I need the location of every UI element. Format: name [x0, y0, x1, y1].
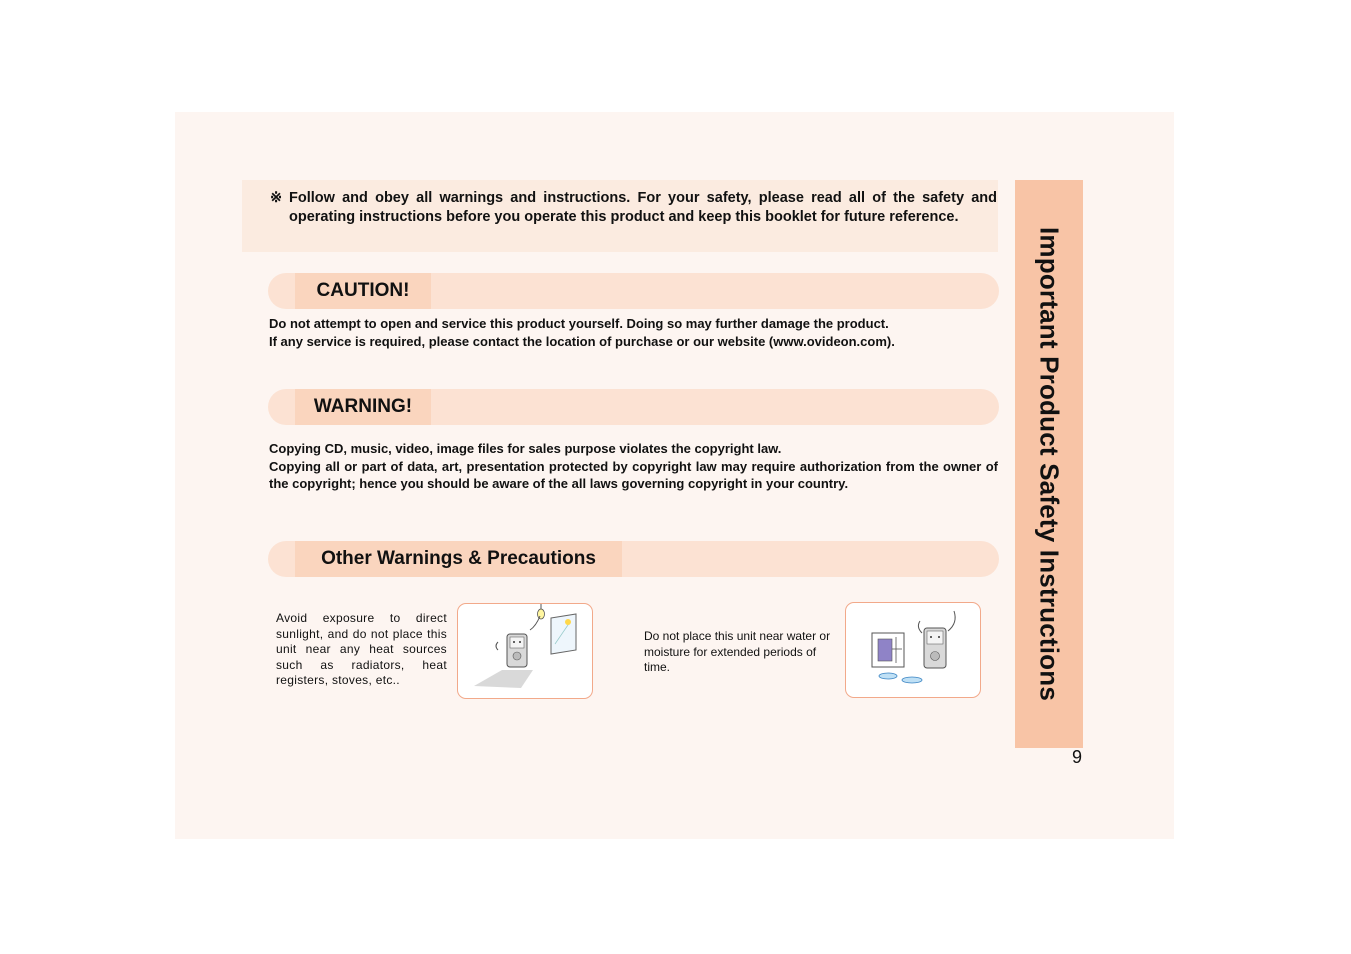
page-number: 9	[1071, 747, 1082, 767]
water-moisture-illustration-icon	[846, 603, 980, 697]
caution-text	[269, 315, 998, 350]
water-precaution-text: Do not place this unit near water or moisture for extended periods of time.	[644, 629, 831, 674]
caution-heading: CAUTION!	[295, 273, 431, 309]
warning-line: Copying all or part of data, art, presentation protected by copyright law may require authorization from the owner of the copyright; hence you should be aware of the all laws governing copyright in your country.	[269, 458, 998, 491]
warning-line: Copying CD, music, video, image files for sales purpose violates the copyright law.	[269, 441, 782, 456]
sunlight-heat-illustration-icon	[458, 604, 592, 698]
warning-heading: WARNING!	[295, 389, 431, 425]
warning-text	[269, 440, 998, 493]
heat-illustration-frame	[457, 603, 593, 699]
caution-line: If any service is required, please contact the location of purchase or our website (www.ovideon.com).	[269, 333, 895, 349]
other-warnings-heading: Other Warnings & Precautions	[295, 541, 622, 577]
heat-precaution-text: Avoid exposure to direct sunlight, and do not place this unit near any heat sources such as radiators, heat registers, stoves, etc..	[276, 611, 447, 687]
intro-text: Follow and obey all warnings and instructions. For your safety, please read all of the safety and operating instructions before you operate this product and keep this booklet for future reference.	[289, 190, 997, 225]
side-title: Important Product Safety Instructions	[1034, 226, 1065, 702]
reference-mark-icon: ※	[270, 190, 283, 206]
intro-note	[270, 189, 997, 226]
caution-line: Do not attempt to open and service this product yourself. Doing so may further damage the product.	[269, 316, 889, 331]
water-illustration-frame	[845, 602, 981, 698]
